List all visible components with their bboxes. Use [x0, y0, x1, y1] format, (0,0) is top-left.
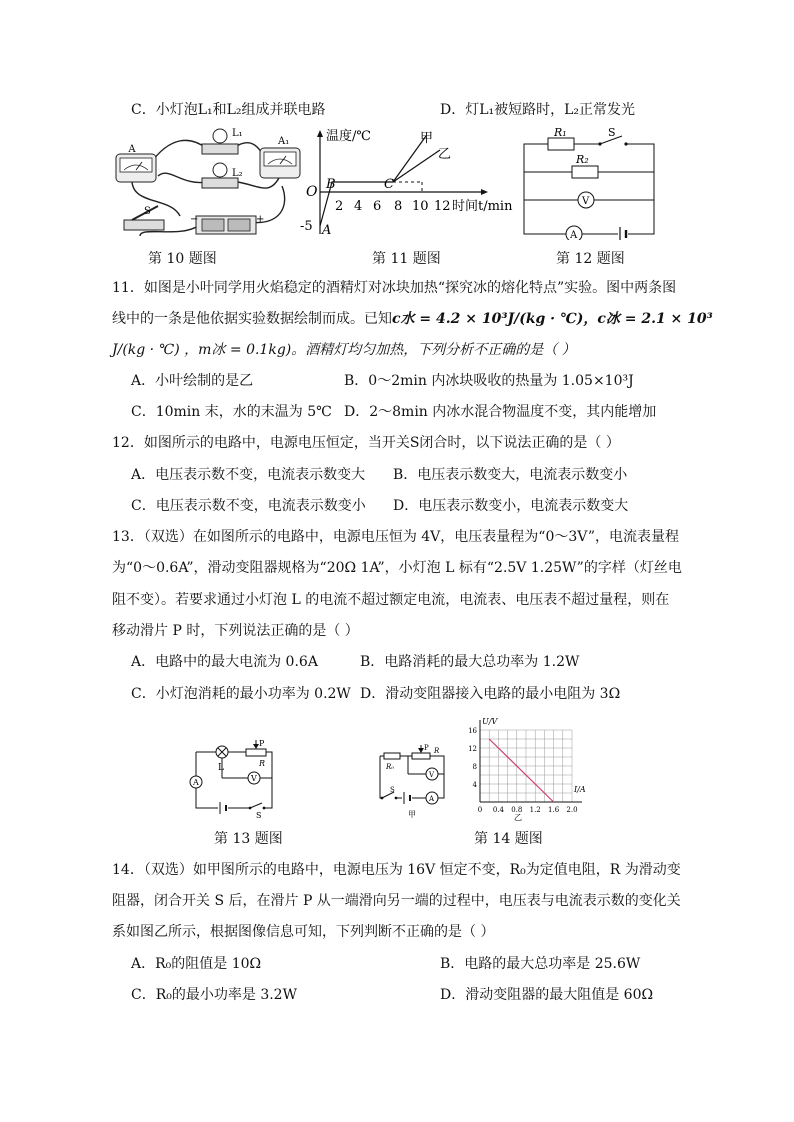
q11-stem-line2: 线中的一条是他依据实验数据绘制而成。已知c水 = 4.2 × 10³J/(kg · ℃)，c冰 = 2.1 × 10³	[112, 311, 713, 327]
fig11-temperature-graph	[298, 128, 518, 238]
fig14-ui-chart	[460, 716, 590, 826]
fig14-label-r: R	[434, 747, 440, 755]
fig11-tick-8: 8	[394, 199, 403, 214]
q11-c-ice: ，c冰 = 2.1 × 10³	[583, 311, 713, 327]
fig11-point-c: C	[384, 177, 394, 192]
rheostat-icon	[412, 753, 430, 759]
q14-option-b: B．电路的最大总功率是 25.6W	[440, 956, 641, 972]
svg-text:+: +	[256, 214, 265, 225]
y-tick-label: 4	[472, 781, 477, 789]
fig13-label-p: P	[259, 740, 265, 748]
fig11-xlabel: 时间t/min	[452, 199, 513, 214]
fig11-tick-2: 2	[335, 199, 344, 214]
q14-option-d: D．滑动变阻器的最大阻值是 60Ω	[440, 987, 654, 1003]
q13-stem-line2: 为“0～0.6A”，滑动变阻器规格为“20Ω 1A”，小灯泡 L 标有“2.5V 1.25W”的字样（灯丝电	[112, 560, 682, 576]
x-tick-label: 1.2	[529, 806, 541, 814]
fig10-circuit-illustration	[110, 126, 310, 242]
fig10-label-l1: L₁	[232, 128, 243, 139]
q12-option-b: B．电压表示数变大，电流表示数变小	[393, 467, 628, 483]
q13-option-d: D．滑动变阻器接入电路的最小电阻为 3Ω	[360, 686, 621, 702]
q11-option-d: D．2～8min 内冰水混合物温度不变，其内能增加	[344, 404, 657, 420]
ammeter-a1-icon	[260, 148, 300, 178]
fig11-neg5: -5	[300, 219, 313, 234]
fig14-label-p: P	[424, 744, 429, 752]
fig13-label-r: R	[259, 759, 266, 768]
fig10-label-s: S	[144, 206, 151, 217]
fig11-label-yi: 乙	[438, 147, 452, 162]
fig11-tick-4: 4	[354, 199, 363, 214]
fig13-label-v: V	[251, 774, 257, 783]
fig12-label-r2: R₂	[576, 153, 589, 166]
q13-stem-line4: 移动滑片 P 时，下列说法正确的是（ ）	[112, 623, 359, 639]
chart-axes	[480, 720, 582, 802]
q13-option-c: C．小灯泡消耗的最小功率为 0.2W	[131, 686, 351, 702]
x-tick-label: 2.0	[566, 806, 578, 814]
q13-option-b: B．电路消耗的最大总功率为 1.2W	[360, 654, 580, 670]
fig14-label-s: S	[390, 786, 395, 794]
fig14-label-jia: 甲	[408, 810, 416, 819]
q12-option-d: D．电压表示数变小，电流表示数变大	[393, 498, 629, 514]
q14-stem-line2: 阻器，闭合开关 S 后，在滑片 P 从一端滑向另一端的过程中，电压表与电流表示数的变化关	[112, 893, 681, 909]
q11-c-water: c水 = 4.2 × 10³J/(kg · ℃)	[392, 311, 584, 327]
q14-stem-line3: 系如图乙所示，根据图像信息可知，下列判断不正确的是（ ）	[112, 924, 495, 940]
chart-grid	[480, 730, 572, 802]
q10-option-c: C．小灯泡L₁和L₂组成并联电路	[131, 102, 326, 118]
fig12-caption: 第 12 题图	[556, 251, 625, 267]
q14-stem-line1: 14．（双选）如甲图所示的电路中，电源电压为 16V 恒定不变，R₀为定值电阻，R 为滑动变	[112, 862, 681, 878]
fig11-point-b: B	[326, 177, 336, 192]
fig11-origin: O	[306, 184, 318, 200]
ammeter-a-icon	[116, 154, 156, 182]
fig11-tick-12: 12	[434, 199, 451, 214]
fig12-label-s: S	[608, 128, 616, 139]
q13-stem-line3: 阻不变）。若要求通过小灯泡 L 的电流不超过额定电流，电流表、电压表不超过量程，则在	[112, 592, 670, 608]
fig10-caption: 第 10 题图	[148, 251, 217, 267]
fig13-caption: 第 13 题图	[214, 831, 283, 847]
fig13-label-a: A	[193, 778, 199, 787]
fig11-point-a: A	[322, 223, 332, 238]
fig11-label-jia: 甲	[420, 131, 434, 146]
chart-ylabel: U/V	[482, 717, 498, 726]
resistor-r2	[572, 166, 598, 178]
y-tick-label: 16	[468, 727, 477, 735]
chart-xlabel: I/A	[574, 785, 586, 794]
resistor-r1	[548, 138, 574, 150]
q14-option-c: C．R₀的最小功率是 3.2W	[131, 987, 297, 1003]
fig14-label-a: A	[429, 795, 435, 803]
fig11-tick-6: 6	[373, 199, 382, 214]
x-tick-label: 0.8	[511, 806, 523, 814]
y-tick-label: 12	[468, 745, 477, 753]
fig13-circuit-diagram	[182, 740, 292, 820]
q11-option-c: C．10min 末，水的末温为 5℃	[131, 404, 332, 420]
q11-option-b: B．0～2min 内冰块吸收的热量为 1.05×10³J	[344, 373, 634, 389]
fig12-label-v: V	[582, 196, 590, 207]
rheostat-icon	[246, 749, 266, 756]
q10-option-d: D．灯L₁被短路时，L₂正常发光	[440, 102, 636, 118]
fig12-label-r1: R₁	[554, 128, 567, 139]
fig11-ylabel: 温度/℃	[326, 129, 371, 144]
resistor-r0	[384, 753, 400, 759]
q11-stem-line3: J/(kg · ℃) ，m冰 = 0.1kg)。酒精灯均匀加热，下列分析不正确的是（ ）	[112, 342, 576, 358]
x-tick-label: 1.6	[548, 806, 560, 814]
fig14-label-v: V	[429, 771, 435, 779]
q12-option-c: C．电压表示数不变，电流表示数变小	[131, 498, 366, 514]
x-tick-label: 0	[477, 806, 483, 814]
y-tick-label: 8	[472, 763, 477, 771]
fig12-circuit-diagram	[520, 128, 660, 240]
fig13-label-l: L	[218, 763, 224, 773]
q13-option-a: A．电路中的最大电流为 0.6A	[131, 654, 318, 670]
q11-option-a: A．小叶绘制的是乙	[131, 373, 254, 389]
fig12-label-a: A	[570, 230, 578, 240]
fig11-caption: 第 11 题图	[372, 251, 441, 267]
svg-text:−: −	[190, 214, 199, 225]
fig14-caption: 第 14 题图	[474, 831, 543, 847]
battery-pack-icon	[190, 214, 264, 234]
q13-stem-line1: 13．（双选）在如图所示的电路中，电源电压恒为 4V，电压表量程为“0～3V”，电流表量程	[112, 529, 680, 545]
q14-option-a: A．R₀的阻值是 10Ω	[131, 956, 262, 972]
x-tick-label: 0.4	[492, 806, 504, 814]
fig11-tick-10: 10	[412, 199, 429, 214]
q12-option-a: A．电压表示数不变，电流表示数变大	[131, 467, 366, 483]
fig14-label-yi: 乙	[514, 813, 522, 822]
q12-stem: 12．如图所示的电路中，电源电压恒定，当开关S闭合时，以下说法正确的是（ ）	[112, 435, 620, 451]
fig13-label-s: S	[256, 811, 262, 820]
series-line	[489, 739, 553, 802]
chart-ticks	[468, 727, 577, 814]
q11-stem-line1: 11．如图是小叶同学用火焰稳定的酒精灯对冰块加热“探究冰的熔化特点”实验。图中两条图	[112, 280, 677, 296]
fig10-label-l2: L₂	[232, 168, 243, 179]
fig10-label-a1: A₁	[278, 136, 290, 147]
fig14-label-r0: R₀	[386, 763, 395, 771]
chart-series	[489, 739, 553, 802]
fig14-circuit-diagram	[374, 740, 470, 822]
fig10-label-a: A	[128, 144, 136, 155]
